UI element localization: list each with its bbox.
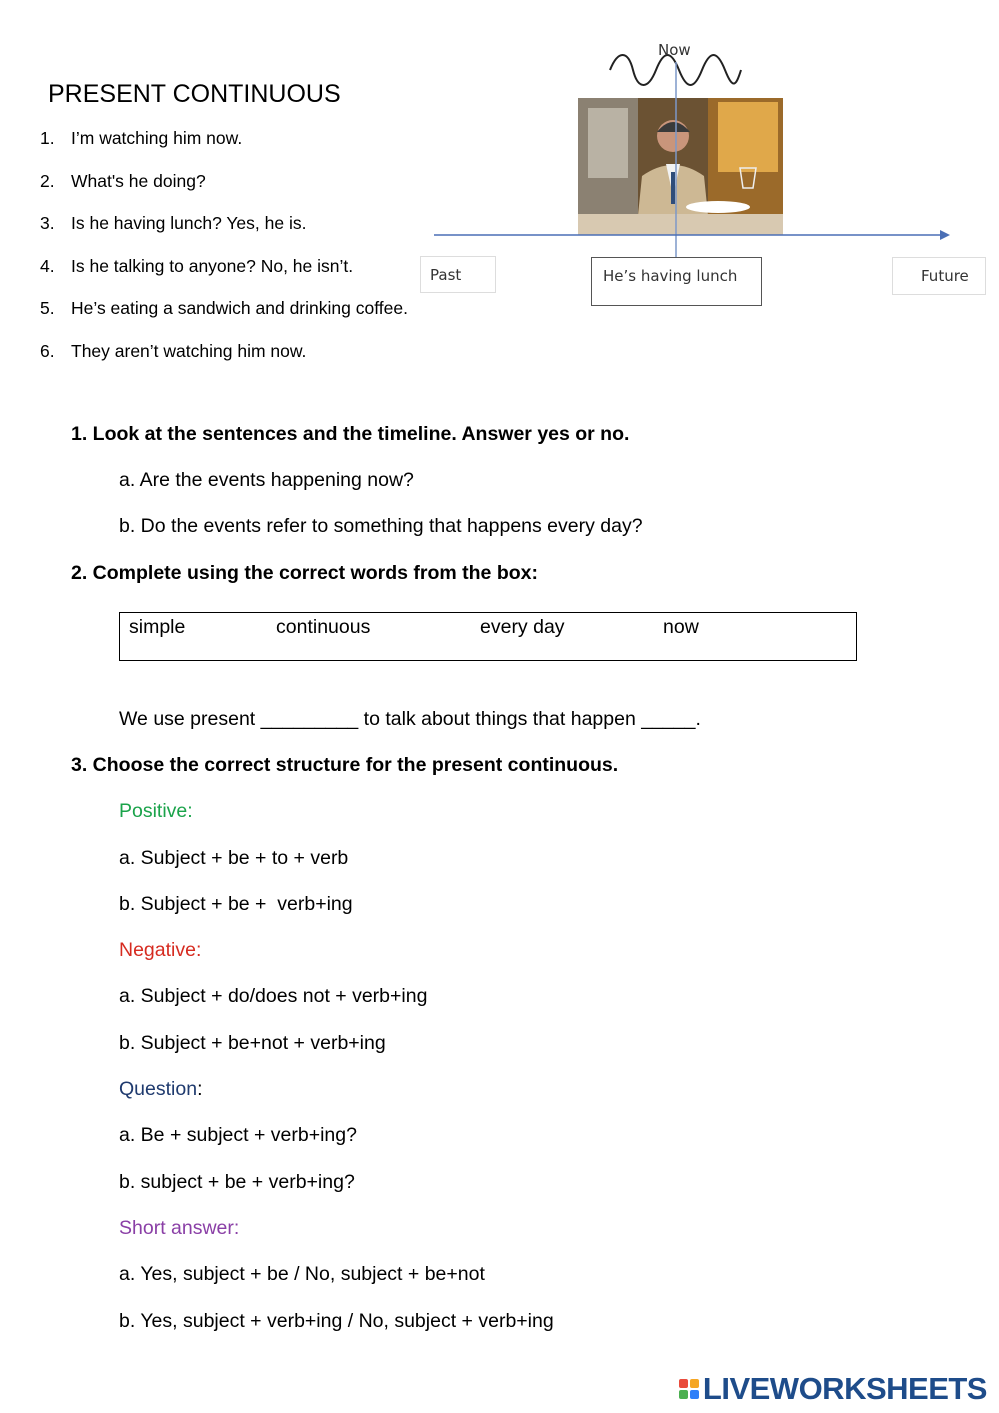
fill-text-b: to talk about things that happen — [358, 708, 642, 730]
caption-label: He’s having lunch — [603, 267, 738, 285]
past-box — [420, 256, 496, 293]
future-label: Future — [921, 267, 969, 285]
q3-heading: 3. Choose the correct structure for the present continuous. — [71, 754, 619, 776]
blank-1[interactable]: _________ — [260, 708, 359, 730]
now-label: Now — [658, 41, 691, 59]
positive-option-a[interactable]: a. Subject + be + to + verb — [119, 847, 349, 869]
list-item — [40, 128, 408, 171]
list-number: 4. — [40, 255, 55, 276]
list-item — [40, 256, 408, 299]
caption-box — [591, 257, 762, 306]
timeline-diagram — [428, 36, 988, 316]
list-number: 2. — [40, 170, 55, 191]
list-number: 6. — [40, 340, 55, 361]
sentence-text: He’s eating a sandwich and drinking coffee. — [71, 298, 408, 318]
list-item — [40, 171, 408, 214]
list-item — [40, 213, 408, 256]
logo-tile — [690, 1379, 699, 1388]
liveworksheets-logo — [679, 1371, 987, 1407]
q2-heading: 2. Complete using the correct words from the box: — [71, 562, 538, 584]
sentence-text: They aren’t watching him now. — [71, 340, 307, 361]
list-item — [40, 341, 408, 384]
man-eating-photo — [578, 98, 783, 235]
word-option[interactable]: simple — [129, 616, 186, 638]
list-item — [40, 298, 408, 341]
logo-tile — [679, 1390, 688, 1399]
list-number: 1. — [40, 128, 55, 148]
question-label: Question — [119, 1078, 198, 1100]
question-colon: : — [197, 1078, 203, 1100]
logo-text: LIVEWORKSHEETS — [702, 1371, 987, 1406]
question-label-row — [119, 1078, 202, 1101]
negative-label: Negative: — [119, 939, 202, 961]
sentence-text: Is he having lunch? Yes, he is. — [71, 213, 307, 233]
word-option[interactable]: every day — [480, 616, 565, 638]
blank-2[interactable]: _____. — [641, 708, 701, 730]
question-option-b[interactable]: b. subject + be + verb+ing? — [119, 1171, 355, 1193]
sentence-text: I’m watching him now. — [71, 128, 243, 148]
q1-a: a. Are the events happening now? — [119, 469, 414, 491]
arrow-head-icon — [940, 230, 950, 240]
page-title: PRESENT CONTINUOUS — [48, 80, 341, 108]
list-number: 5. — [40, 298, 55, 318]
list-number: 3. — [40, 213, 55, 233]
logo-tile — [679, 1379, 688, 1388]
q1-heading: 1. Look at the sentences and the timeline. Answer yes or no. — [71, 423, 630, 445]
word-box — [119, 612, 857, 661]
past-label: Past — [430, 266, 462, 284]
positive-label: Positive: — [119, 800, 193, 822]
logo-tile-icon — [679, 1379, 699, 1399]
sentence-text: Is he talking to anyone? No, he isn’t. — [71, 255, 354, 276]
q1-b: b. Do the events refer to something that happens every day? — [119, 515, 643, 537]
short-answer-label: Short answer: — [119, 1217, 240, 1239]
negative-option-b[interactable]: b. Subject + be+not + verb+ing — [119, 1032, 386, 1054]
negative-option-a[interactable]: a. Subject + do/does not + verb+ing — [119, 985, 428, 1007]
question-option-a[interactable]: a. Be + subject + verb+ing? — [119, 1124, 357, 1146]
word-option[interactable]: now — [663, 616, 699, 638]
example-sentences — [40, 128, 408, 383]
positive-option-b[interactable]: b. Subject + be + verb+ing — [119, 893, 353, 915]
short-option-a[interactable]: a. Yes, subject + be / No, subject + be+not — [119, 1263, 485, 1285]
fill-sentence — [119, 708, 701, 731]
logo-tile — [690, 1390, 699, 1399]
sentence-text: What's he doing? — [71, 170, 206, 191]
future-box — [892, 257, 986, 295]
fill-text-a: We use present — [119, 708, 261, 730]
short-option-b[interactable]: b. Yes, subject + verb+ing / No, subject + verb+ing — [119, 1310, 554, 1332]
word-option[interactable]: continuous — [276, 616, 371, 638]
